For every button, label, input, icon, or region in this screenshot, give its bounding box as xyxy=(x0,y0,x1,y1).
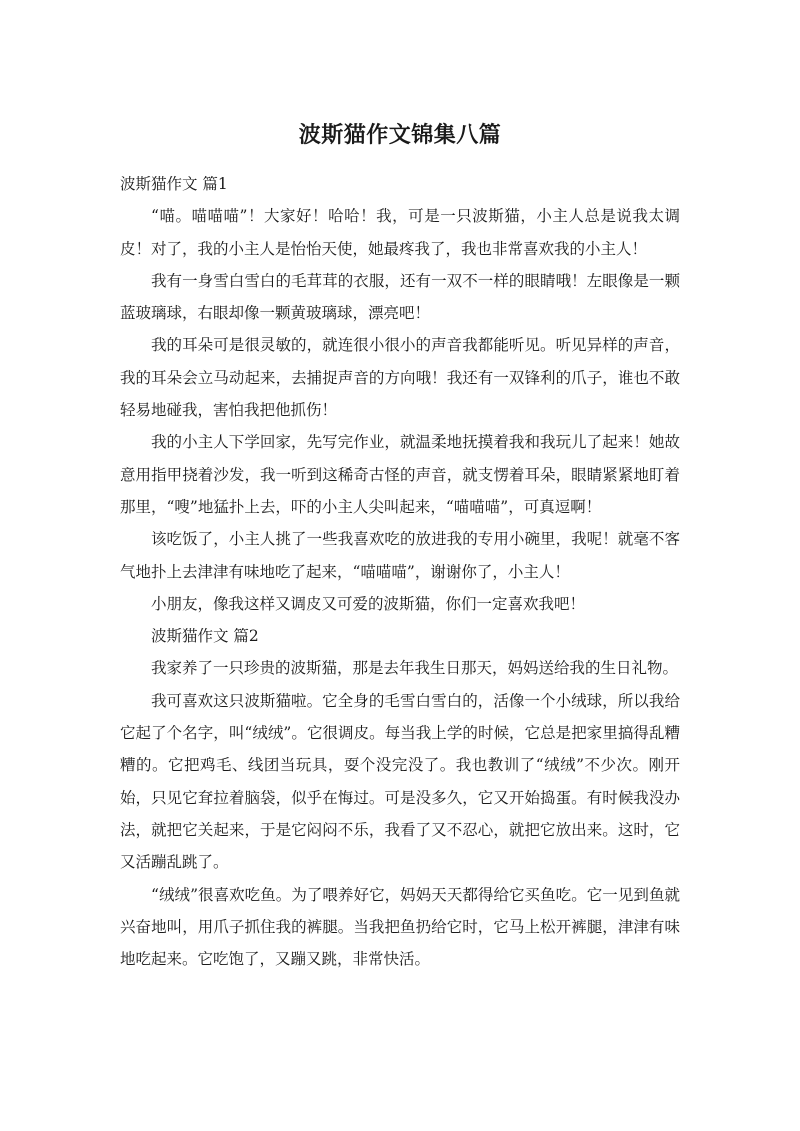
paragraph: “喵。喵喵喵”！大家好！哈哈！我，可是一只波斯猫，小主人总是说我太调皮！对了，我的小主人是怡怡天使，她最疼我了，我也非常喜欢我的小主人！ xyxy=(120,207,680,258)
document-title: 波斯猫作文锦集八篇 xyxy=(298,123,502,148)
paragraph: 小朋友，像我这样又调皮又可爱的波斯猫，你们一定喜欢我吧！ xyxy=(151,594,586,613)
paragraph: 我家养了一只珍贵的波斯猫，那是去年我生日那天，妈妈送给我的生日礼物。 xyxy=(151,659,679,678)
paragraph: 我的小主人下学回家，先写完作业，就温柔地抚摸着我和我玩儿了起来！她故意用指甲挠着沙发，我一听到这稀奇古怪的声音，就支愣着耳朵，眼睛紧紧地盯着那里，“嗖”地猛扑上去，吓的小主人尖叫起来，“喵喵喵”，可真逗啊！ xyxy=(120,433,680,516)
paragraph: “绒绒”很喜欢吃鱼。为了喂养好它，妈妈天天都得给它买鱼吃。它一见到鱼就兴奋地叫，用爪子抓住我的裤腿。当我把鱼扔给它时，它马上松开裤腿，津津有味地吃起来。它吃饱了，又蹦又跳，非常快活。 xyxy=(120,885,680,969)
document-body xyxy=(120,168,680,975)
paragraph: 我可喜欢这只波斯猫啦。它全身的毛雪白雪白的，活像一个小绒球，所以我给它起了个名字，叫“绒绒”。它很调皮。每当我上学的时候，它总是把家里搞得乱糟糟的。它把鸡毛、线团当玩具，耍个没完没了。我也教训了“绒绒”不少次。刚开始，只见它耷拉着脑袋，似乎在悔过。可是没多久，它又开始捣蛋。有时候我没办法，就把它关起来，于是它闷闷不乐，我看了又不忍心，就把它放出来。这时，它又活蹦乱跳了。 xyxy=(120,691,680,872)
paragraph: 该吃饭了，小主人挑了一些我喜欢吃的放进我的专用小碗里，我呢！就毫不客气地扑上去津津有味地吃了起来，“喵喵喵”，谢谢你了，小主人！ xyxy=(120,530,680,581)
paragraph: 我的耳朵可是很灵敏的，就连很小很小的声音我都能听见。听见异样的声音，我的耳朵会立马动起来，去捕捉声音的方向哦！我还有一双锋利的爪子，谁也不敢轻易地碰我，害怕我把他抓伤！ xyxy=(120,336,680,420)
paragraph: 我有一身雪白雪白的毛茸茸的衣服，还有一双不一样的眼睛哦！左眼像是一颗蓝玻璃球，右眼却像一颗黄玻璃球，漂亮吧！ xyxy=(120,271,680,323)
section-heading: 波斯猫作文 篇1 xyxy=(120,175,228,193)
section-heading: 波斯猫作文 篇2 xyxy=(151,627,259,646)
